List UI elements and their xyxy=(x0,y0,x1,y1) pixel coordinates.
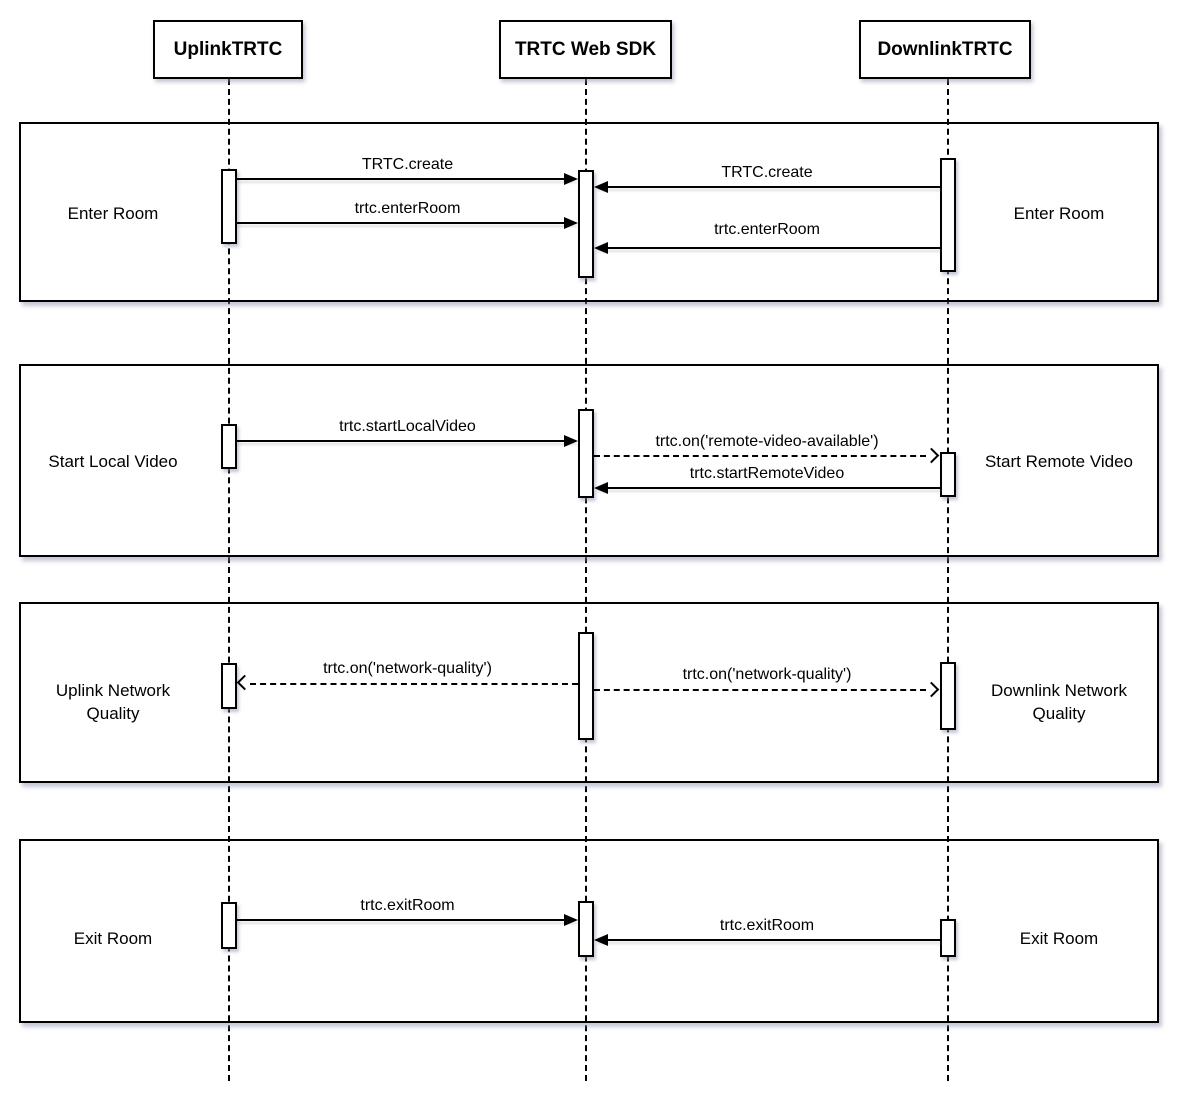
actor-label: UplinkTRTC xyxy=(173,38,283,60)
activation-bar xyxy=(578,409,594,498)
label-enter-room-right: Enter Room xyxy=(1013,204,1105,223)
label-exit-room-right: Exit Room xyxy=(1019,929,1099,948)
activation-bar xyxy=(940,919,956,957)
activation-bar xyxy=(221,902,237,949)
message-line xyxy=(596,487,940,489)
label-downlink-network-quality: Downlink Network Quality xyxy=(990,681,1128,723)
actor-label: TRTC Web SDK xyxy=(514,38,657,60)
label-enter-room-left: Enter Room xyxy=(67,204,159,223)
message-line xyxy=(596,939,940,941)
message-line xyxy=(250,683,578,685)
label-uplink-network-quality: Uplink Network Quality xyxy=(55,681,171,723)
message-line xyxy=(596,186,940,188)
activation-bar xyxy=(221,169,237,244)
activation-bar xyxy=(940,158,956,272)
message-line xyxy=(594,689,926,691)
message-label: trtc.on('remote-video-available') xyxy=(655,433,879,450)
label-exit-room-left: Exit Room xyxy=(73,929,153,948)
actor-trtc-web-sdk xyxy=(499,20,672,79)
arrowhead-icon xyxy=(594,242,608,254)
message-label: trtc.on('network-quality') xyxy=(323,660,492,677)
message-line xyxy=(237,178,576,180)
message-label: trtc.enterRoom xyxy=(714,221,820,238)
message-line xyxy=(596,247,940,249)
activation-bar xyxy=(940,662,956,730)
label-start-remote-video: Start Remote Video xyxy=(984,452,1134,471)
activation-bar xyxy=(578,170,594,278)
message-line xyxy=(594,455,926,457)
message-line xyxy=(237,222,576,224)
activation-bar xyxy=(578,901,594,957)
message-line xyxy=(237,919,576,921)
label-start-local-video: Start Local Video xyxy=(48,452,178,471)
message-line xyxy=(237,440,576,442)
message-label: trtc.exitRoom xyxy=(719,917,815,934)
actor-uplinktrtc xyxy=(153,20,303,79)
message-label: trtc.startLocalVideo xyxy=(339,418,476,435)
message-label: trtc.exitRoom xyxy=(360,897,455,914)
message-label: TRTC.create xyxy=(721,164,813,181)
activation-bar xyxy=(940,452,956,497)
message-label: trtc.startRemoteVideo xyxy=(689,465,845,482)
actor-label: DownlinkTRTC xyxy=(877,38,1013,60)
activation-bar xyxy=(578,632,594,740)
message-label: trtc.enterRoom xyxy=(354,200,461,217)
message-label: TRTC.create xyxy=(361,156,454,173)
activation-bar xyxy=(221,424,237,469)
activation-bar xyxy=(221,663,237,709)
message-label: trtc.on('network-quality') xyxy=(682,666,852,683)
actor-downlinktrtc xyxy=(859,20,1031,79)
